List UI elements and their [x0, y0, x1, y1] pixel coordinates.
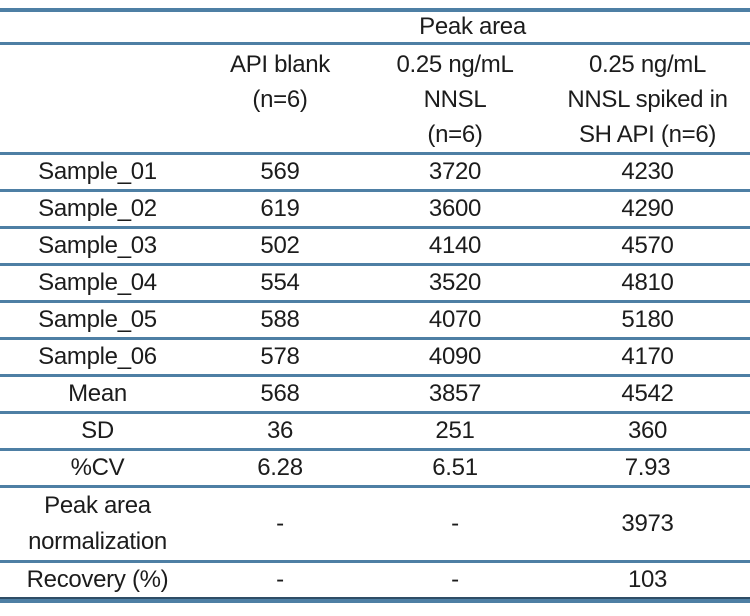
- table-row-sample-03: [0, 227, 750, 264]
- row-label: Sample_06: [0, 338, 195, 375]
- column-header-nnsl: [365, 43, 545, 153]
- header-line: 0.25 ng/mL: [588, 50, 707, 78]
- row-label-header-empty: [0, 43, 195, 153]
- cell-value: 6.51: [365, 449, 545, 486]
- table-bottom-rule: [0, 8, 750, 603]
- cell-value: 588: [195, 301, 365, 338]
- table-title: Peak area: [195, 10, 750, 43]
- cell-value: 6.28: [195, 449, 365, 486]
- table-row-cv: [0, 449, 750, 486]
- cell-value: -: [195, 561, 365, 598]
- table-row-peak-area-normalization: [0, 486, 750, 561]
- cell-value: 251: [365, 412, 545, 449]
- column-header-nnsl-spiked: [545, 43, 750, 153]
- cell-value: 502: [195, 227, 365, 264]
- cell-value: 3973: [545, 486, 750, 561]
- cell-value: -: [365, 486, 545, 561]
- header-line: NNSL spiked in: [567, 85, 728, 113]
- cell-value: 3600: [365, 190, 545, 227]
- header-line: (n=6): [252, 85, 308, 113]
- row-label: SD: [0, 412, 195, 449]
- cell-value: 5180: [545, 301, 750, 338]
- cell-value: 3857: [365, 375, 545, 412]
- cell-value: 3720: [365, 153, 545, 190]
- row-label: Sample_05: [0, 301, 195, 338]
- table-row-sample-01: [0, 153, 750, 190]
- cell-value: -: [195, 486, 365, 561]
- cell-value: -: [365, 561, 545, 598]
- table-row-sample-04: [0, 264, 750, 301]
- column-header-row: [0, 43, 750, 153]
- corner-empty-cell: [0, 10, 195, 43]
- cell-value: 578: [195, 338, 365, 375]
- table-title-row: [0, 10, 750, 43]
- header-line: 0.25 ng/mL: [396, 50, 514, 78]
- cell-value: 569: [195, 153, 365, 190]
- cell-value: 554: [195, 264, 365, 301]
- cell-value: 4810: [545, 264, 750, 301]
- table-row-recovery: [0, 561, 750, 598]
- column-header-api-blank: [195, 43, 365, 153]
- cell-value: 4170: [545, 338, 750, 375]
- row-label: Peak area normalization: [0, 486, 195, 561]
- cell-value: 4230: [545, 153, 750, 190]
- cell-value: 3520: [365, 264, 545, 301]
- cell-value: 619: [195, 190, 365, 227]
- header-line: (n=6): [427, 120, 483, 148]
- row-label: Recovery (%): [0, 561, 195, 598]
- peak-area-table: [0, 8, 750, 599]
- cell-value: 7.93: [545, 449, 750, 486]
- row-label: Sample_04: [0, 264, 195, 301]
- header-line: API blank: [229, 50, 331, 78]
- row-label: Sample_02: [0, 190, 195, 227]
- cell-value: 4140: [365, 227, 545, 264]
- table-row-mean: [0, 375, 750, 412]
- table-row-sample-05: [0, 301, 750, 338]
- header-line: SH API (n=6): [578, 120, 717, 148]
- row-label: %CV: [0, 449, 195, 486]
- table-row-sd: [0, 412, 750, 449]
- header-line: NNSL: [423, 85, 487, 113]
- cell-value: 4570: [545, 227, 750, 264]
- table-row-sample-06: [0, 338, 750, 375]
- cell-value: 36: [195, 412, 365, 449]
- cell-value: 103: [545, 561, 750, 598]
- cell-value: 4542: [545, 375, 750, 412]
- cell-value: 568: [195, 375, 365, 412]
- table-row-sample-02: [0, 190, 750, 227]
- row-label: Sample_01: [0, 153, 195, 190]
- cell-value: 4070: [365, 301, 545, 338]
- cell-value: 4090: [365, 338, 545, 375]
- cell-value: 4290: [545, 190, 750, 227]
- row-label: Sample_03: [0, 227, 195, 264]
- row-label: Mean: [0, 375, 195, 412]
- cell-value: 360: [545, 412, 750, 449]
